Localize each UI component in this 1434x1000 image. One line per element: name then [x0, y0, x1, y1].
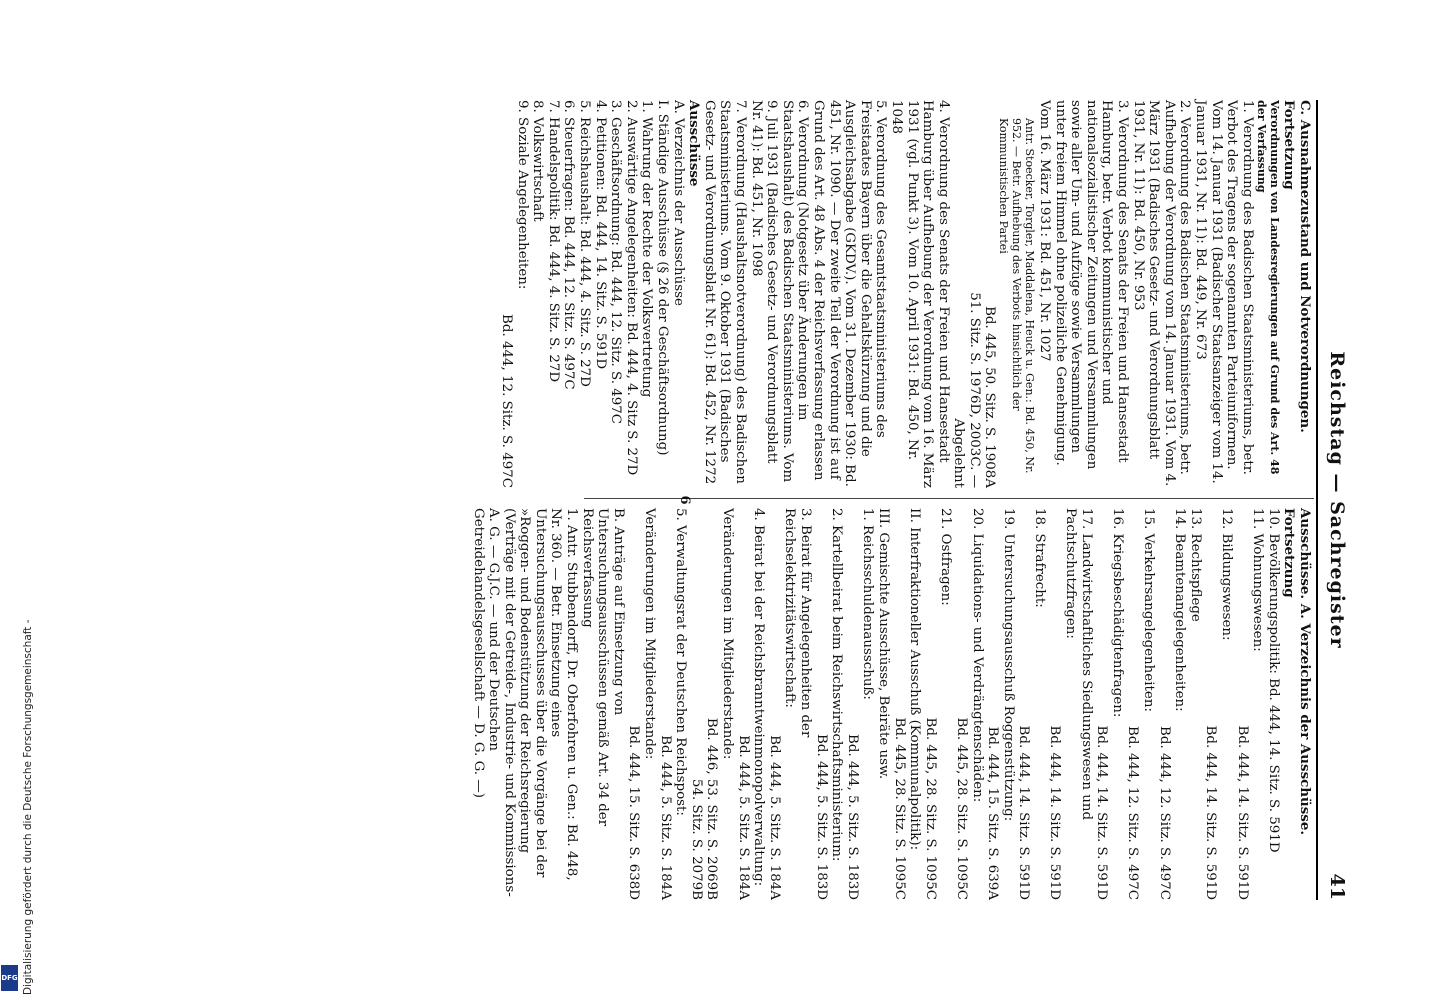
right-col-entry: 13. Rechtspflege [1187, 508, 1203, 622]
right-col-entry: 16. Kriegsbeschädigtenfragen: [1109, 508, 1125, 718]
right-col-entry: 17. Landwirtschaftliches Siedlungswesen und Pachtschutzfragen: [1063, 508, 1094, 821]
right-col-entry: 2. Kartellbeirat beim Reichswirtschaftsministerium: [829, 508, 845, 862]
right-col-entry: 10. Bevölkerungspolitik: Bd. 444, 14. Sitz. S. 591D [1265, 508, 1281, 853]
credit-text: Digitalisierung gefördert durch die Deutsche Forschungsgemeinschaft - [22, 619, 34, 995]
left-col-entry: I. Ständige Ausschüsse (§ 26 der Geschäftsordnung) [655, 100, 671, 456]
right-col-entry: Bd. 444, 5. Sitz. S. 184A [735, 735, 751, 900]
right-col-entry: 20. Liquidations- und Verdrängtenschäden: [969, 508, 985, 803]
right-col-entry: Bd. 444, 5. Sitz. S. 183D [813, 734, 829, 900]
left-col-entry: 6. Steuerfragen: Bd. 444, 12. Sitz. S. 497C [561, 100, 577, 390]
page-number: 41 [1326, 873, 1348, 900]
running-title: Reichstag — Sachregister [1326, 351, 1348, 649]
right-col-entry: 15. Verkehrsangelegenheiten: [1141, 508, 1157, 712]
left-col-entry: Bd. 445, 50. Sitz. S. 1908A [982, 306, 998, 488]
left-col-entry: 3. Verordnung des Senats der Freien und Hansestadt Hamburg, betr. Verbot kommunistischer und nationalsozialistischer Zeitungen und Versammlungen sowie aller Um- und Aufzüge sowie Versammlungen unter freiem Himmel ohne polizeiliche Genehmigung. Vom 16. März 1931: Bd. 451, Nr. 1027 [1037, 100, 1131, 470]
left-col-entry: 1. Wahrung der Rechte der Volksvertretung [639, 100, 655, 398]
column-right [470, 508, 1312, 900]
right-col-entry: Bd. 444, 14. Sitz. S. 591D [1203, 725, 1219, 900]
left-col-entry: Antr. Stoecker, Torgler, Maddalena, Heuck u. Gen.: Bd. 450, Nr. 952. — Betr. Aufhebung des Verbots hinsichtlich der Kommunistischen Partei [997, 118, 1037, 474]
left-col-entry: 8. Volkswirtschaft [530, 100, 546, 222]
right-col-entry: 1. Reichsschuldenausschuß: [860, 508, 876, 700]
right-col-entry: 12. Bildungswesen: [1219, 508, 1235, 641]
section-subtitle: Verordnungen von Landesregierungen auf Grund des Art. 48 der Verfassung [1254, 100, 1281, 475]
bottom-page-number: 6 [677, 495, 692, 505]
right-col-entry: Bd. 444, 5. Sitz. S. 184A [657, 735, 673, 900]
right-col-entry: 4. Beirat bei der Reichsbranntweinmonopolverwaltung: [751, 508, 767, 887]
column-left [499, 100, 1313, 488]
left-col-entry: 3. Geschäftsordnung: Bd. 444, 12. Sitz. S. 497C [608, 100, 624, 425]
left-col-entry: 51. Sitz. S. 1976D, 2003C. — [966, 292, 982, 488]
right-col-entry: Bd. 444, 5. Sitz. S. 183D [844, 734, 860, 900]
left-col-entry: 5. Reichshaushalt: Bd. 444, 4. Sitz. S. 27D [577, 100, 593, 387]
right-col-entry: Veränderungen im Mitgliederstande: [720, 508, 736, 760]
right-col-entry: Bd. 444, 12. Sitz. S. 497C [1156, 726, 1172, 900]
right-col-entry: Bd. 444, 5. Sitz. S. 184A [766, 735, 782, 900]
right-col-entry: Bd. 444, 14. Sitz. S. 591D [1016, 725, 1032, 900]
right-col-entry: Bd. 444, 15. Sitz. S. 638D [626, 725, 642, 900]
right-col-entry: Bd. 445, 28. Sitz. S. 1095C [922, 717, 938, 900]
header-rule [1316, 100, 1318, 900]
right-col-entry: 21. Ostfragen: [938, 508, 954, 606]
left-col-entry: 6. Verordnung (Notgesetz über Änderungen im Staatshaushalt) des Badischen Staatsministeriums. Vom 9. Juli 1931 (Badisches Gesetz- und Verordnungsblatt Nr. 41): Bd. 451, Nr. 1098 [748, 100, 811, 483]
right-col-entry: Bd. 444, 14. Sitz. S. 591D [1234, 725, 1250, 900]
digitization-credit [0, 0, 36, 1000]
right-col-entry: III. Gemischte Ausschüsse, Beiräte usw. [875, 508, 891, 780]
right-col-entry: Bd. 445, 28. Sitz. S. 1095C [953, 717, 969, 900]
left-col-entry: Bd. 444, 12. Sitz. S. 497C [499, 314, 515, 488]
left-col-entry: 5. Verordnung des Gesamtstaatsministeriums des Freistaates Bayern über die Gehaltskürzung und die Ausgleichsabgabe (GKDV.). Vom 31. Dezember 1930: Bd. 451, Nr. 1090. — Der zweite Teil der Verordnung ist auf Grund des Art. 48 Abs. 4 der Reichsverfassung erlassen [810, 100, 889, 487]
right-col-entry: 14. Beamtenangelegenheiten: [1172, 508, 1188, 712]
right-col-entry: 5. Verwaltungsrat der Deutschen Reichspost: [673, 508, 689, 816]
page-header [1320, 100, 1348, 900]
right-col-entry: Bd. 444, 15. Sitz. S. 639A [985, 726, 1001, 900]
right-col-entry: B. Anträge auf Einsetzung von Untersuchungsausschüssen gemäß Art. 34 der Reichsverfassung [579, 508, 626, 827]
right-col-entry: 1. Antr. Stubbendorff, Dr. Oberfohren u. Gen.: Bd. 448, Nr. 360. — Betr. Einsetzung eines Untersuchungsausschusses über die Vorgänge bei der »Roggen- und Bodenstützung der Reichsregierung (Verträge mit der Getreide-, Industrie- und Kommissions-A. G. — G.J.C. — und der Deutschen Getreidehandelsgesellschaft — D. G. G. —) [470, 508, 580, 897]
left-col-entry: 7. Verordnung (Haushaltsnotverordnung) des Badischen Staatsministeriums. Vom 9. Oktober 1931 (Badisches Gesetz- und Verordnungsblatt Nr. 61): Bd. 452, Nr. 1272 [701, 100, 748, 485]
left-col-entry: 1. Verordnung des Badischen Staatsministeriums, betr. Verbot des Tragens der sogenannten Parteiuniformen. Vom 14. Januar 1931 (Badischer Staatsanzeiger vom 14. Januar 1931, Nr. 11): Bd. 449, Nr. 673 [1193, 100, 1255, 484]
right-col-entry: Bd. 444, 12. Sitz. S. 497C [1125, 726, 1141, 900]
right-col-entry: 19. Untersuchungsausschuß Roggenstützung: [1000, 508, 1016, 822]
left-col-entry: 7. Handelspolitik: Bd. 444, 4. Sitz. S. 27D [545, 100, 561, 383]
section-title: C. Ausnahmezustand und Notverordnungen. Fortsetzung [1281, 100, 1313, 433]
right-col-entry: 54. Sitz. S. 2079B [688, 778, 704, 900]
left-col-entry: 9. Soziale Angelegenheiten: [514, 100, 530, 290]
right-col-entry: 3. Beirat für Angelegenheiten der Reichselektrizitätswirtschaft: [782, 508, 813, 738]
right-col-entry: 11. Wohnungswesen: [1250, 508, 1266, 652]
right-col-entry: Veränderungen im Mitgliederstande: [642, 508, 658, 760]
right-col-entry: 18. Strafrecht: [1031, 508, 1047, 608]
column-heading: Ausschüsse. A. Verzeichnis der Ausschüsse. Fortsetzung [1281, 508, 1313, 836]
left-col-entry: Ausschüsse [686, 100, 703, 187]
dfg-logo: DFG [1, 965, 18, 991]
left-col-entry: A. Verzeichnis der Ausschüsse [670, 100, 686, 306]
left-col-entry: 4. Petitionen: Bd. 444, 14. Sitz. S. 591D [592, 100, 608, 370]
right-col-entry: Bd. 446, 53. Sitz. S. 2069B [704, 717, 720, 900]
right-col-entry: Bd. 444, 14. Sitz. S. 591D [1094, 725, 1110, 900]
left-col-entry: Abgelehnt [951, 418, 967, 488]
right-col-entry: II. Interfraktioneller Ausschuß (Kommunalpolitik): [907, 508, 923, 851]
left-col-entry: 4. Verordnung des Senats der Freien und Hansestadt Hamburg über Aufhebung der Verordnung vom 16. März 1931 (vgl. Punkt 3). Vom 10. April 1931: Bd. 450, Nr. 1048 [888, 100, 951, 488]
right-col-entry: Bd. 445, 28. Sitz. S. 1095C [891, 717, 907, 900]
left-col-entry: 2. Verordnung des Badischen Staatsministeriums, betr. Aufhebung der Verordnung vom 14. Januar 1931. Vom 4. März 1931 (Badisches Gesetz- und Verordnungsblatt 1931, Nr. 11): Bd. 450, Nr. 953 [1130, 100, 1193, 487]
left-col-entry: 2. Auswärtige Angelegenheiten: Bd. 444, 4. Sitz S. 27D [623, 100, 639, 476]
right-col-entry: Bd. 444, 14. Sitz. S. 591D [1047, 725, 1063, 900]
column-divider [584, 498, 1314, 499]
